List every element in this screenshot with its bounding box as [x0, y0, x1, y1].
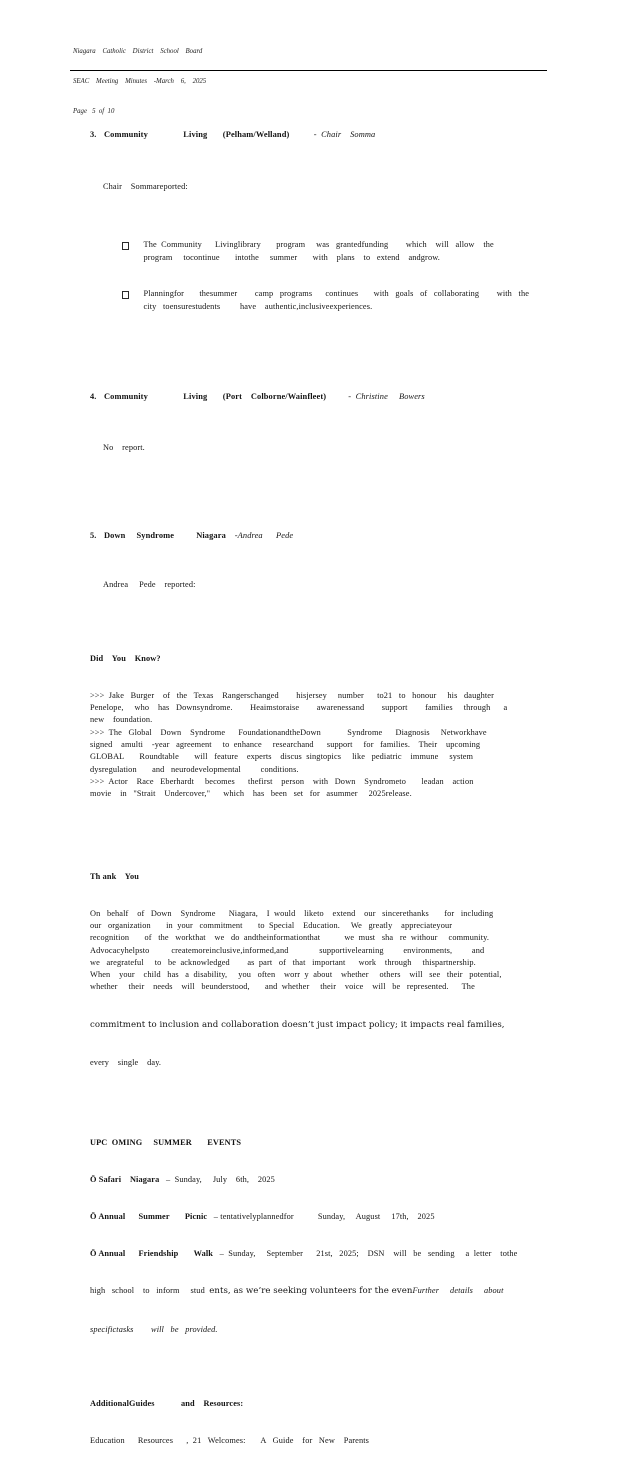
section-number: 4.: [90, 392, 97, 402]
bullet-item: [122, 288, 565, 313]
section-number: 3.: [90, 130, 97, 140]
event-bullet-icon: Ō: [90, 1248, 99, 1258]
header-divider: [70, 70, 547, 71]
header-line-meeting: SEAC Meeting Minutes -March 6, 2025: [73, 78, 207, 85]
event-bullet-icon: Ō: [90, 1211, 99, 1221]
section-title: Community Living (Port Colborne/Wainfleet): [104, 392, 327, 402]
event-walk-emphasis: ents, as we’re seeking volunteers for the even: [209, 1286, 413, 1297]
header-line-page-number: Page 5 of 10: [73, 108, 115, 115]
document-body: [90, 80, 565, 1484]
bullet-text: The Community Livinglibrary program was grantedfunding which will allow the program tocontinue intothe summer with plans to extend andgrow.: [143, 240, 494, 262]
thank-you-heading: Th ank You: [90, 871, 139, 881]
event-label: Safari Niagara: [98, 1174, 160, 1184]
presenter-name: - Chair Somma: [289, 130, 376, 140]
section-4-heading: [90, 391, 565, 403]
section-3-heading: [90, 129, 565, 141]
did-you-know-heading: Did You Know?: [90, 653, 161, 663]
event-item: [90, 1211, 565, 1223]
section-4-intro: No report.: [103, 443, 145, 453]
event-label: Annual Summer Picnic: [98, 1211, 208, 1221]
event-walk-note-continuation: specifictasks will be provided.: [90, 1324, 218, 1334]
thank-you-paragraph: On behalf of Down Syndrome Niagara, I would liketo extend our sincerethanks for including our organization in your commitment to Special Education. We greatly appreciateyour recognition of the workthat we do andtheinformationthat we must sha re withour community. Advocacyhelpsto createmoreinclusive,informed,and supportivelearning environments, and we aregrateful to be acknowledged as part of that important work through thispartnership. When your child has a disability, you often worr y about whether others will see their potential, whether their needs will beunderstood, and whether their voice will be represented. The: [90, 908, 502, 992]
presenter-name: -Andrea Pede: [225, 530, 294, 540]
header-line-board: Niagara Catholic District School Board: [73, 48, 203, 55]
event-detail: – Sunday, September 21st, 2025; DSN will be sending a letter tothe: [213, 1248, 518, 1258]
bullet-item: [122, 239, 565, 264]
event-walk-continuation: [90, 1284, 565, 1299]
event-detail: – Sunday, July 6th, 2025: [159, 1174, 275, 1184]
event-item: [90, 1248, 565, 1260]
section-title: Down Syndrome Niagara: [104, 530, 226, 540]
thank-you-emphasis-line: commitment to inclusion and collaboration doesn’t just impact policy; it impacts real families,: [90, 1020, 505, 1031]
events-heading: UPC OMING SUMMER EVENTS: [90, 1137, 242, 1147]
event-bullet-icon: Ō: [90, 1174, 99, 1184]
section-number: 5.: [90, 530, 97, 540]
event-detail: – tentativelyplannedfor Sunday, August 17th, 2025: [207, 1211, 435, 1221]
event-label: Annual Friendship Walk: [98, 1248, 214, 1258]
resources-heading: AdditionalGuides and Resources:: [90, 1399, 244, 1409]
event-walk-note: Further details about: [412, 1286, 504, 1296]
section-3-intro: Chair Sommareported:: [103, 182, 188, 192]
thank-you-closing-line: every single day.: [90, 1058, 162, 1068]
section-5-heading: [90, 530, 565, 542]
section-title: Community Living (Pelham/Welland): [104, 130, 290, 140]
section-5-intro: Andrea Pede reported:: [103, 579, 196, 589]
presenter-name: - Christine Bowers: [326, 392, 425, 402]
bullet-text: Planningfor thesummer camp programs continues with goals of collaborating with the city toensurestudents have authentic,inclusiveexperiences.: [143, 289, 530, 311]
checkbox-icon: [122, 242, 129, 250]
resources-line: Education Resources , 21 Welcomes: A Guide for New Parents: [90, 1435, 369, 1445]
event-walk-text: high school to inform stud: [90, 1286, 210, 1296]
checkbox-icon: [122, 291, 129, 299]
event-item: [90, 1174, 565, 1186]
did-you-know-paragraphs: >>> Jake Burger of the Texas Rangerschanged hisjersey number to21 to honour his daughter Penelope, who has Downsyndrome. Heaimstoraise awarenessand support families through a new foundation. >>> The Global Down Syndrome FoundationandtheDown Syndrome Diagnosis Networkhave signed amulti -year agreement to enhance researchand support for families. Their upcoming GLOBAL Roundtable will feature experts discus singtopics like pediatric immune system dysregulation and neurodevelopmental conditions. >>> Actor Race Eberhardt becomes thefirst person with Down Syndrometo leadan action movie in "Strait Undercover," which has been set for asummer 2025release.: [90, 690, 508, 799]
